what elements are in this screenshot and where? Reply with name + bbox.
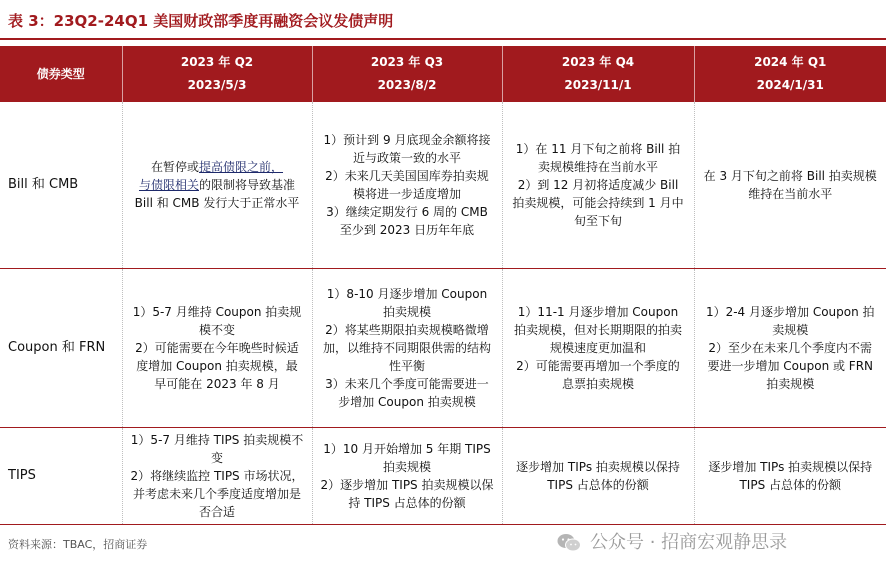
coupon-q3-item: 3）未来几个季度可能需要进一步增加 Coupon 拍卖规模 — [325, 377, 489, 409]
refinancing-table — [0, 46, 886, 525]
header-q2-label: 2023 年 Q2 — [180, 55, 254, 69]
header-q3-date: 2023/8/2 — [377, 78, 437, 92]
bill-q4-item: 2）到 12 月初将适度减少 Bill 拍卖规模，可能会持续到 1 月中旬至下旬 — [512, 178, 684, 228]
cell-coupon-q3 — [312, 269, 502, 428]
bill-q4-item: 1）在 11 月下旬之前将 Bill 拍卖规模维持在当前水平 — [515, 142, 681, 174]
cell-tips-q3 — [312, 428, 502, 525]
coupon-q4-item: 2）可能需要再增加一个季度的息票拍卖规模 — [516, 359, 680, 391]
cell-coupon-q2 — [122, 269, 312, 428]
watermark — [556, 528, 787, 558]
row-type-tips: TIPS — [0, 428, 122, 525]
bill-q2-pre: 在暂停或 — [150, 160, 199, 174]
bill-q3-item: 3）继续定期发行 6 周的 CMB 至少到 2023 日历年年底 — [326, 205, 488, 237]
header-q4-label: 2023 年 Q4 — [561, 55, 635, 69]
header-q1 — [694, 46, 886, 102]
coupon-q2-item: 2）可能需要在今年晚些时候适度增加 Coupon 拍卖规模，最早可能在 2023 年 8 月 — [135, 341, 299, 391]
wechat-icon — [556, 530, 582, 556]
coupon-q3-item: 1）8-10 月逐步增加 Coupon 拍卖规模 — [326, 287, 488, 319]
tips-q2-item: 1）5-7 月维持 TIPS 拍卖规模不变 — [130, 433, 304, 465]
table-row — [0, 269, 886, 428]
header-q3-label: 2023 年 Q3 — [370, 55, 444, 69]
tips-q3-item: 2）逐步增加 TIPS 拍卖规模以保持 TIPS 占总体的份额 — [320, 478, 494, 510]
bill-q2-link-limit-related[interactable]: 与债限相关 — [138, 178, 199, 192]
row-type-coupon: Coupon 和 FRN — [0, 269, 122, 428]
coupon-q1-item: 1）2-4 月逐步增加 Coupon 拍卖规模 — [705, 305, 875, 337]
bill-q3-item: 2）未来几天美国国库券拍卖规模将进一步适度增加 — [325, 169, 489, 201]
table-title: 表 3：23Q2-24Q1 美国财政部季度再融资会议发债声明 — [8, 12, 394, 30]
coupon-q2-item: 1）5-7 月维持 Coupon 拍卖规模不变 — [132, 305, 302, 337]
header-row — [0, 46, 886, 102]
header-type-label: 债券类型 — [36, 66, 85, 81]
bill-q2-link-raise-limit[interactable]: 提高债限之前， — [199, 160, 284, 174]
header-q3 — [312, 46, 502, 102]
cell-tips-q4: 逐步增加 TIPs 拍卖规模以保持 TIPS 占总体的份额 — [502, 428, 694, 525]
watermark-text: 公众号 · 招商宏观静思录 — [590, 532, 788, 553]
bill-q2-post: 的限制将导致基准 Bill 和 CMB 发行大于正常水平 — [134, 178, 300, 210]
header-q1-date: 2024/1/31 — [756, 78, 824, 92]
bill-q3-item: 1）预计到 9 月底现金余额将接近与政策一致的水平 — [323, 133, 491, 165]
table-row — [0, 428, 886, 525]
cell-bill-q2 — [122, 102, 312, 269]
cell-bill-q4 — [502, 102, 694, 269]
cell-coupon-q4 — [502, 269, 694, 428]
source-note: 资料来源：TBAC，招商证券 — [8, 538, 148, 551]
header-q2 — [122, 46, 312, 102]
coupon-q3-item: 2）将某些期限拍卖规模略微增加，以维持不同期限供需的结构性平衡 — [322, 323, 491, 373]
header-type — [0, 46, 122, 102]
tips-q2-item: 2）将继续监控 TIPS 市场状况，并考虑未来几个季度适度增加是否合适 — [130, 469, 304, 519]
table-row — [0, 102, 886, 269]
cell-tips-q2 — [122, 428, 312, 525]
cell-coupon-q1 — [694, 269, 886, 428]
header-q2-date: 2023/5/3 — [187, 78, 247, 92]
coupon-q1-item: 2）至少在未来几个季度内不需要进一步增加 Coupon 或 FRN 拍卖规模 — [707, 341, 874, 391]
cell-bill-q1: 在 3 月下旬之前将 Bill 拍卖规模维持在当前水平 — [694, 102, 886, 269]
header-q4-date: 2023/11/1 — [564, 78, 632, 92]
tips-q3-item: 1）10 月开始增加 5 年期 TIPS 拍卖规模 — [323, 442, 491, 474]
cell-tips-q1: 逐步增加 TIPs 拍卖规模以保持 TIPS 占总体的份额 — [694, 428, 886, 525]
title-divider — [0, 38, 886, 40]
coupon-q4-item: 1）11-1 月逐步增加 Coupon 拍卖规模，但对长期期限的拍卖规模速度更加温和 — [513, 305, 682, 355]
header-q4 — [502, 46, 694, 102]
row-type-bill: Bill 和 CMB — [0, 102, 122, 269]
cell-bill-q3 — [312, 102, 502, 269]
header-q1-label: 2024 年 Q1 — [754, 55, 827, 69]
